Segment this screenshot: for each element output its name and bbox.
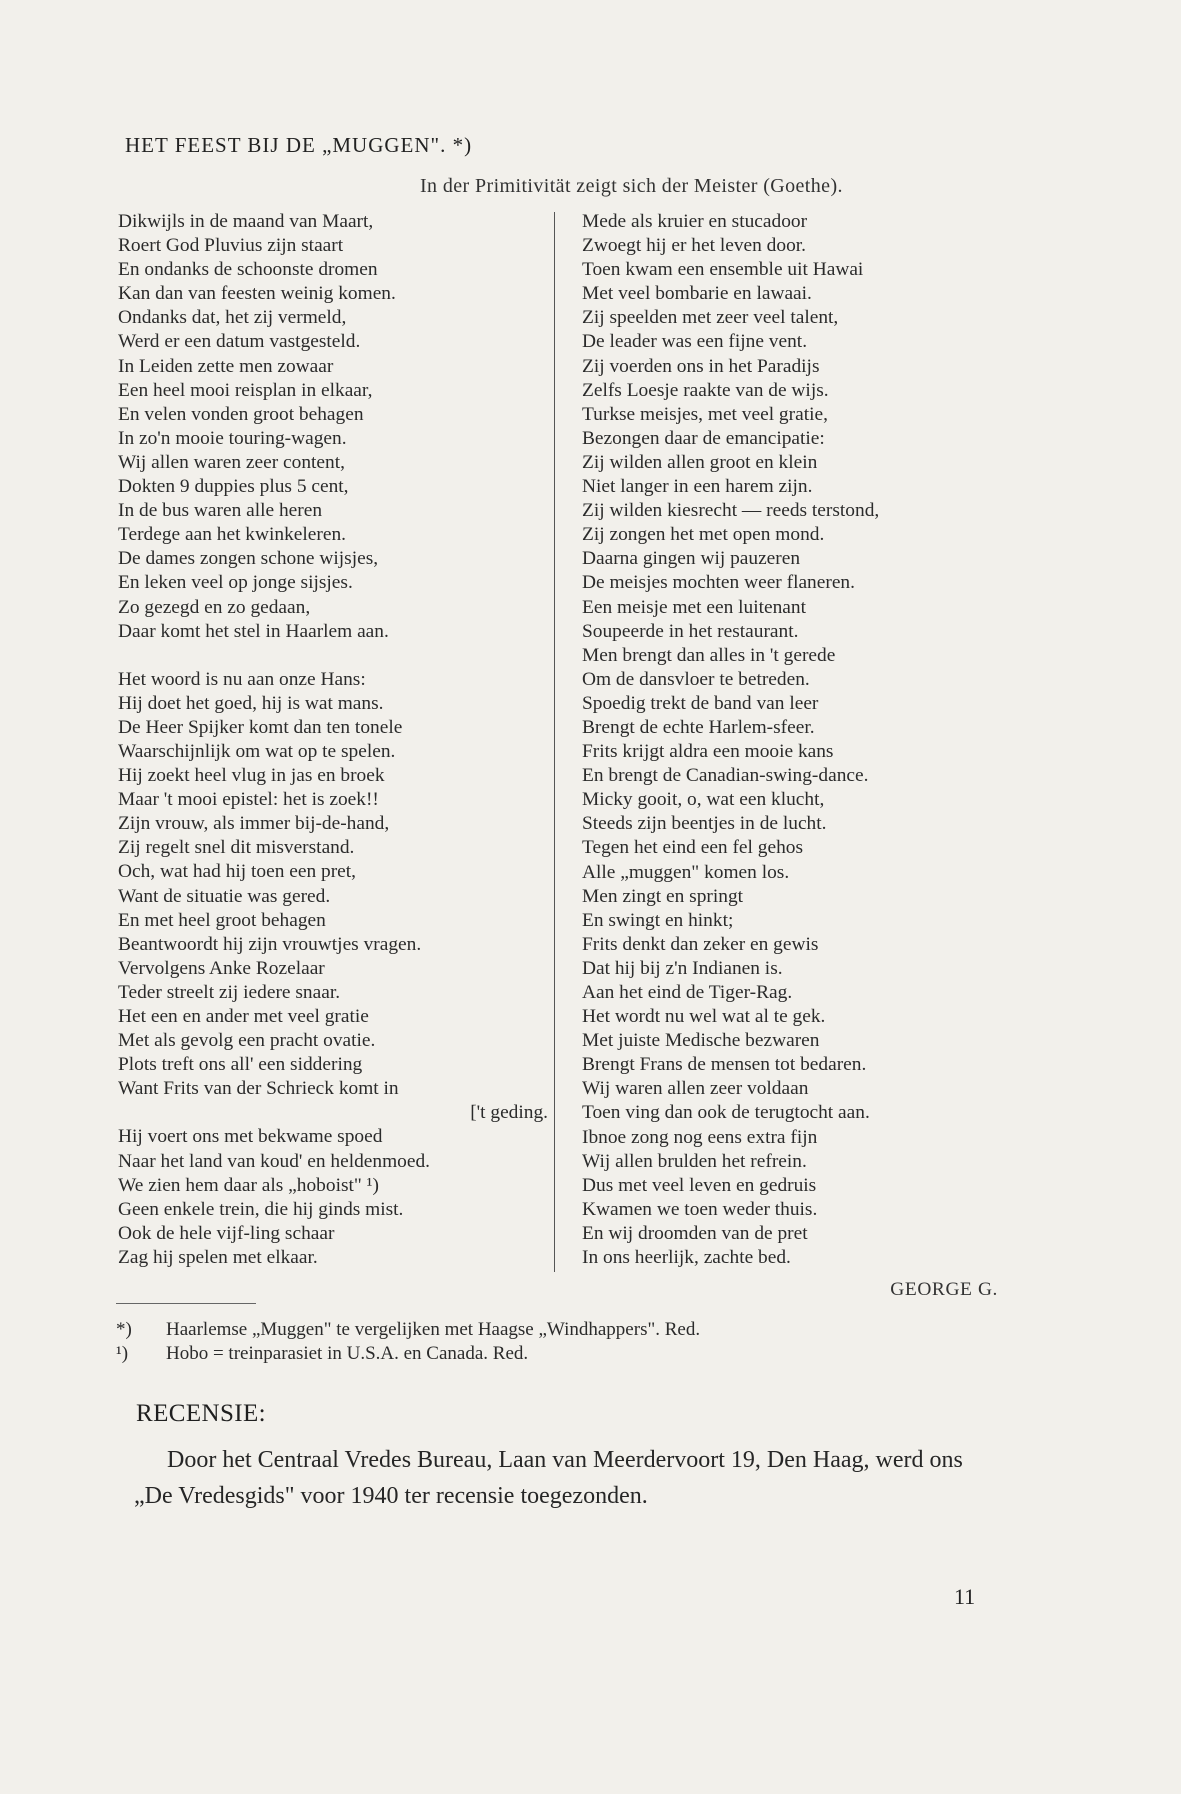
poem-line: Want Frits van der Schrieck komt in [118, 1078, 399, 1100]
poem-line: Zij regelt snel dit misverstand. [118, 837, 355, 859]
poem-line: Wij allen waren zeer content, [118, 451, 345, 473]
poem-line: Steeds zijn beentjes in de lucht. [582, 813, 827, 835]
poem-line: Beantwoordt hij zijn vrouwtjes vragen. [118, 933, 422, 955]
poem-line: Zij wilden allen groot en klein [582, 451, 818, 473]
poem-line: Dus met veel leven en gedruis [582, 1174, 817, 1196]
review-body [134, 1442, 984, 1514]
poem-line: En met heel groot behagen [118, 909, 326, 931]
poem-line: Waarschijnlijk om wat op te spelen. [118, 740, 396, 762]
poem-line: Zwoegt hij er het leven door. [582, 235, 807, 257]
poem-line: Ibnoe zong nog eens extra fijn [582, 1126, 818, 1148]
poem-line: In Leiden zette men zowaar [118, 355, 334, 377]
poem-line: Hij doet het goed, hij is wat mans. [118, 692, 384, 714]
poem-line: Daarna gingen wij pauzeren [582, 548, 801, 570]
poem-line: Want de situatie was gered. [118, 885, 331, 907]
poem-line: Wij allen brulden het refrein. [582, 1150, 807, 1172]
poem-line: Werd er een datum vastgesteld. [118, 331, 361, 353]
footnote [116, 1342, 700, 1366]
poem-line: En wij droomden van de pret [582, 1222, 808, 1244]
poem-right-column [582, 210, 1002, 1270]
poem-line: Dikwijls in de maand van Maart, [118, 211, 374, 232]
poem-line: Niet langer in een harem zijn. [582, 476, 813, 498]
poem-line: Dokten 9 duppies plus 5 cent, [118, 476, 349, 498]
poem-motto: In der Primitivität zeigt sich der Meister (Goethe). [420, 175, 843, 197]
poem-line: Mede als kruier en stucadoor [582, 211, 808, 232]
poem-line: Met als gevolg een pracht ovatie. [118, 1030, 376, 1052]
poem-line: De leader was een fijne vent. [582, 331, 808, 353]
poem-line: Zij zongen het met open mond. [582, 524, 825, 546]
poem-line: Geen enkele trein, die hij ginds mist. [118, 1198, 404, 1220]
poem-line: Zij voerden ons in het Paradijs [582, 355, 820, 377]
poem-line: Spoedig trekt de band van leer [582, 692, 819, 714]
poem-line: Om de dansvloer te betreden. [582, 668, 810, 690]
poem-signature: GEORGE G. [890, 1279, 998, 1300]
poem-line: ['t geding. [470, 1102, 548, 1124]
poem-line: Men brengt dan alles in 't gerede [582, 644, 836, 666]
poem-line: Men zingt en springt [582, 885, 744, 907]
poem-line: Micky gooit, o, wat een klucht, [582, 789, 825, 811]
footnotes [116, 1318, 700, 1366]
poem-line: Zo gezegd en zo gedaan, [118, 596, 311, 618]
poem-line: Zijn vrouw, als immer bij-de-hand, [118, 813, 390, 835]
poem-line: Het wordt nu wel wat al te gek. [582, 1006, 826, 1028]
poem-line: En swingt en hinkt; [582, 909, 734, 931]
poem-line: Maar 't mooi epistel: het is zoek!! [118, 789, 379, 811]
poem-left-column [118, 210, 548, 1270]
poem-line: Zij speelden met zeer veel talent, [582, 307, 839, 329]
poem-line: Aan het eind de Tiger-Rag. [582, 982, 793, 1003]
poem-line: Een meisje met een luitenant [582, 596, 806, 618]
poem-line: We zien hem daar als „hoboist" ¹) [118, 1174, 379, 1196]
poem-line: Ook de hele vijf-ling schaar [118, 1222, 335, 1244]
poem-line: Met veel bombarie en lawaai. [582, 283, 812, 305]
poem-line: En brengt de Canadian-swing-dance. [582, 765, 869, 787]
poem-line: Brengt de echte Harlem-sfeer. [582, 716, 815, 738]
poem-line: Wij waren allen zeer voldaan [582, 1078, 809, 1100]
poem-line: Hij zoekt heel vlug in jas en broek [118, 765, 385, 787]
footnote-mark: *) [116, 1319, 132, 1340]
poem-line: Brengt Frans de mensen tot bedaren. [582, 1054, 867, 1076]
poem-line: En leken veel op jonge sijsjes. [118, 572, 353, 594]
poem-line: Toen kwam een ensemble uit Hawai [582, 259, 864, 281]
poem-line: Soupeerde in het restaurant. [582, 620, 799, 642]
poem-line: Kwamen we toen weder thuis. [582, 1198, 818, 1220]
footnote-rule [116, 1303, 256, 1304]
poem-line: Terdege aan het kwinkeleren. [118, 524, 346, 546]
footnote [116, 1318, 700, 1342]
poem-line: Teder streelt zij iedere snaar. [118, 981, 341, 1003]
poem-line: In de bus waren alle heren [118, 500, 323, 522]
page-number: 11 [954, 1584, 976, 1609]
poem-line: En velen vonden groot behagen [118, 403, 364, 425]
poem-line: In zo'n mooie touring-wagen. [118, 427, 347, 449]
poem-line: En ondanks de schoonste dromen [118, 259, 378, 281]
poem-line: Daar komt het stel in Haarlem aan. [118, 620, 389, 642]
poem-line: Zag hij spelen met elkaar. [118, 1246, 318, 1268]
poem-title: HET FEEST BIJ DE „MUGGEN". *) [125, 133, 473, 157]
poem-line: Kan dan van feesten weinig komen. [118, 283, 396, 305]
poem-line: Frits krijgt aldra een mooie kans [582, 741, 834, 763]
stanza-break [118, 644, 548, 668]
footnote-text: Haarlemse „Muggen" te vergelijken met Haagse „Windhappers". Red. [166, 1319, 701, 1340]
poem-line: Toen ving dan ook de terugtocht aan. [582, 1102, 870, 1124]
poem-line: Het een en ander met veel gratie [118, 1006, 369, 1027]
footnote-text: Hobo = treinparasiet in U.S.A. en Canada. Red. [166, 1343, 529, 1364]
poem-line: Bezongen daar de emancipatie: [582, 427, 825, 449]
poem-line: De meisjes mochten weer flaneren. [582, 572, 855, 594]
poem-line: Turkse meisjes, met veel gratie, [582, 403, 828, 425]
poem-line: Tegen het eind een fel gehos [582, 837, 804, 859]
footnote-mark: ¹) [116, 1343, 129, 1364]
poem-line: Dat hij bij z'n Indianen is. [582, 957, 783, 979]
poem-line: In ons heerlijk, zachte bed. [582, 1247, 791, 1269]
poem-line: Zij wilden kiesrecht — reeds terstond, [582, 500, 880, 522]
poem-line: Alle „muggen" komen los. [582, 861, 790, 883]
review-paragraph: Door het Centraal Vredes Bureau, Laan van Meerdervoort 19, Den Haag, werd ons „De Vredesgids" voor 1940 ter recensie toegezonden. [134, 1447, 963, 1509]
poem-line: Ondanks dat, het zij vermeld, [118, 307, 347, 329]
poem-line: Zelfs Loesje raakte van de wijs. [582, 379, 829, 401]
column-divider [554, 212, 555, 1272]
poem-line: Plots treft ons all' een siddering [118, 1054, 363, 1076]
poem-line: Och, wat had hij toen een pret, [118, 861, 356, 883]
poem-line: Het woord is nu aan onze Hans: [118, 668, 366, 690]
poem-line: Naar het land van koud' en heldenmoed. [118, 1150, 431, 1172]
poem-line: Hij voert ons met bekwame spoed [118, 1126, 383, 1148]
poem-line: De dames zongen schone wijsjes, [118, 548, 379, 570]
poem-line: De Heer Spijker komt dan ten tonele [118, 716, 403, 738]
poem-line: Frits denkt dan zeker en gewis [582, 933, 819, 955]
poem-line: Met juiste Medische bezwaren [582, 1030, 820, 1052]
poem-line: Vervolgens Anke Rozelaar [118, 957, 325, 979]
poem-line: Roert God Pluvius zijn staart [118, 235, 344, 257]
poem-line: Een heel mooi reisplan in elkaar, [118, 379, 373, 401]
review-heading: RECENSIE: [136, 1400, 266, 1427]
